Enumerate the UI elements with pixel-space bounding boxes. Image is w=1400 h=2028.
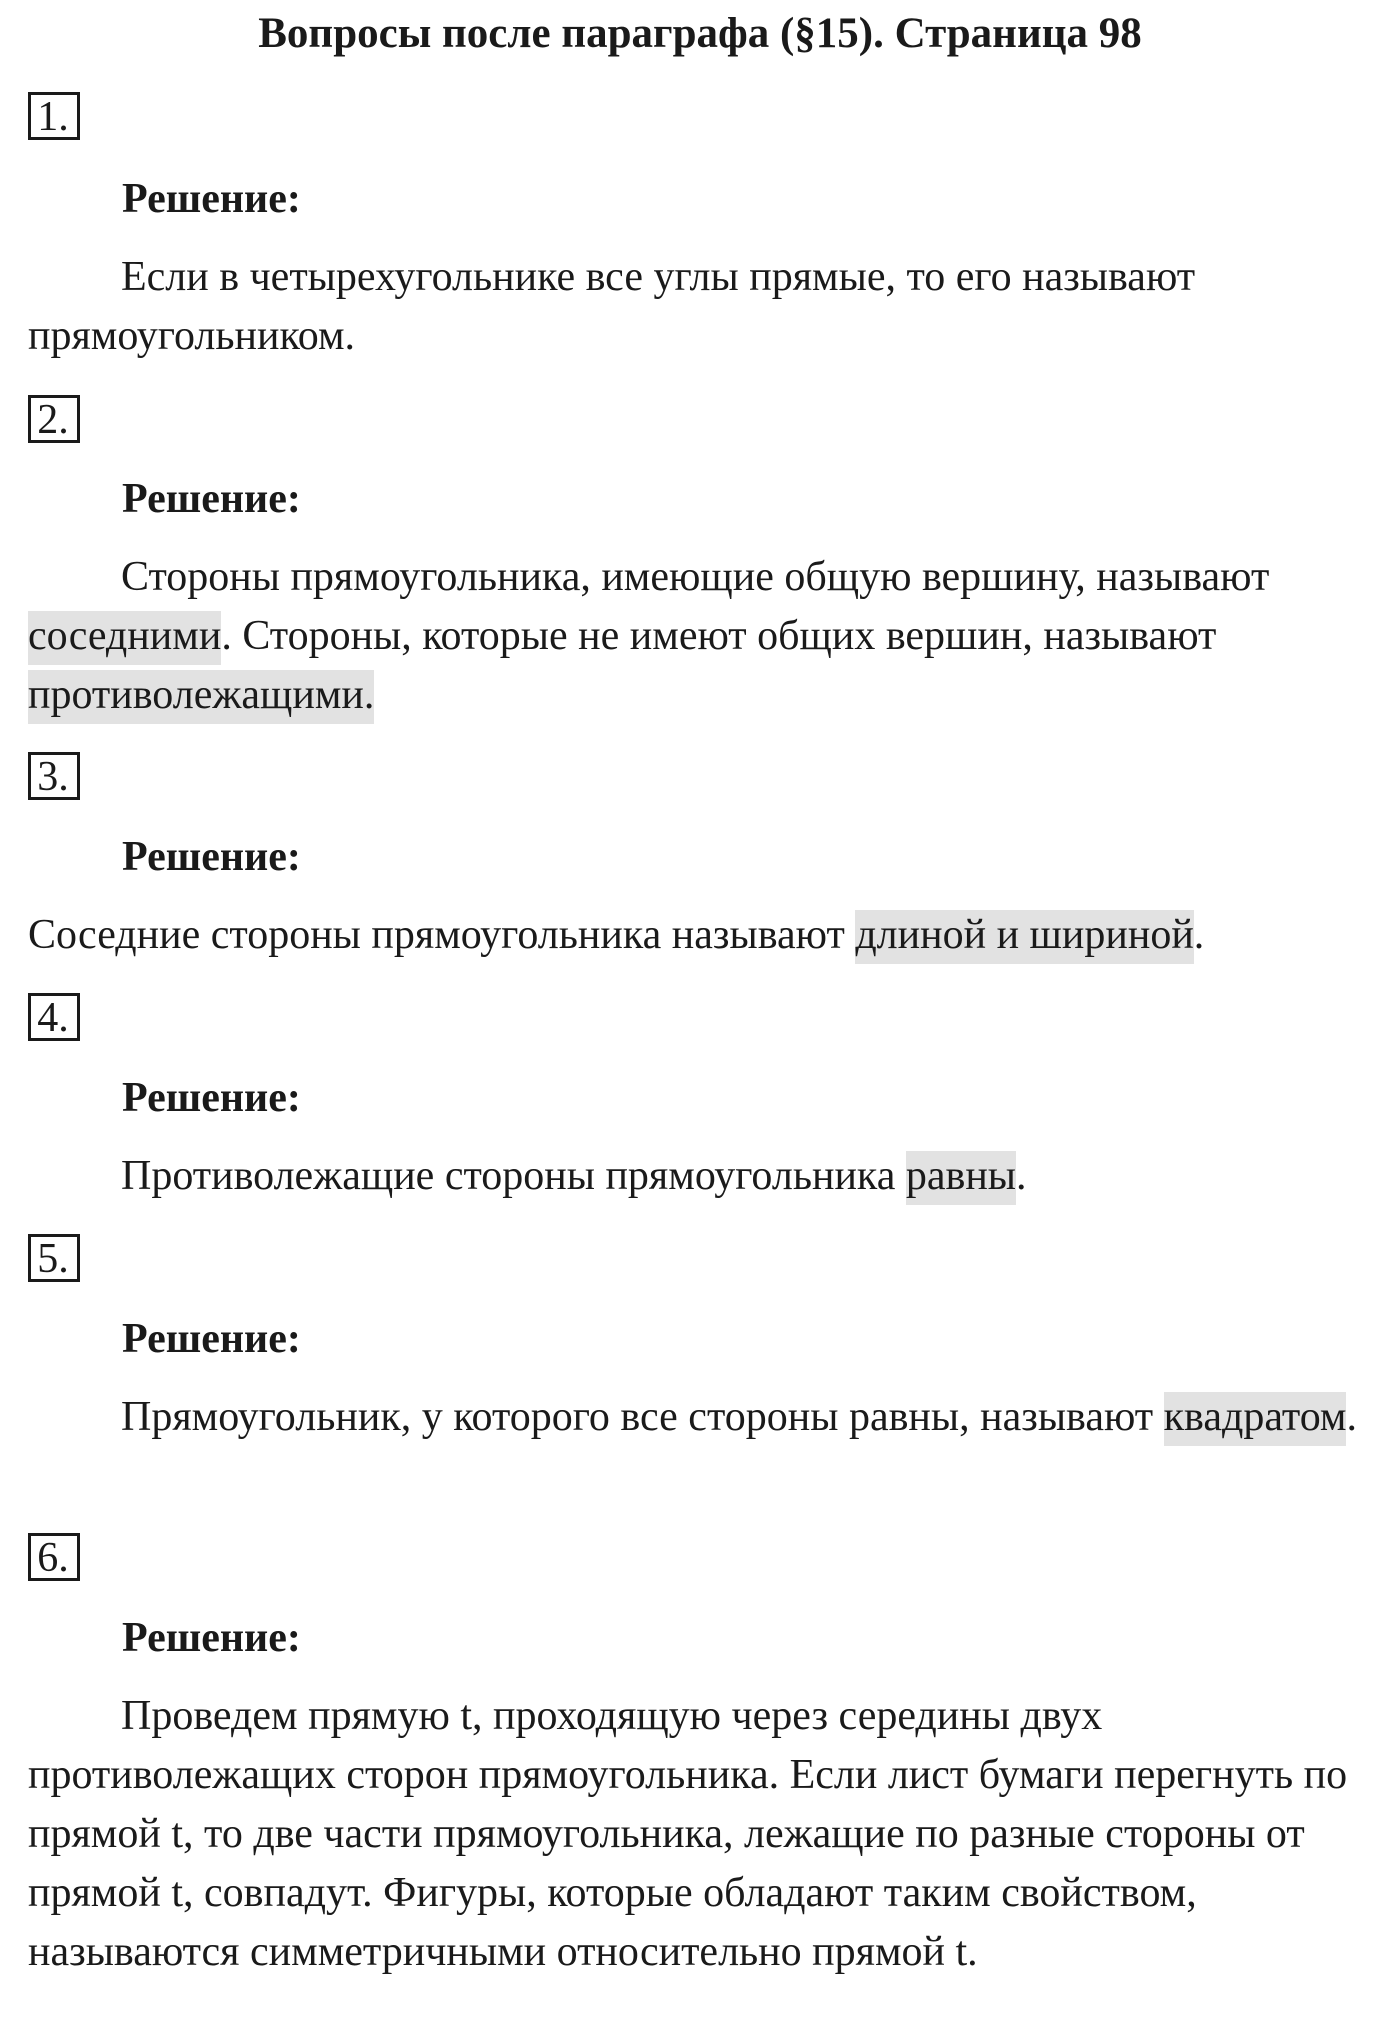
answer-3	[28, 906, 1380, 965]
answer-4	[28, 1147, 1380, 1206]
answer-5-text-b: .	[1346, 1394, 1357, 1440]
answer-4-text-b: .	[1016, 1153, 1027, 1199]
answer-2-highlight-opposite: противолежащими.	[28, 670, 374, 724]
question-number-6: 6.	[28, 1533, 80, 1581]
answer-3-highlight-length-width: длиной и шириной	[855, 910, 1193, 964]
answer-4-highlight-equal: равны	[906, 1151, 1016, 1205]
question-number-1: 1.	[28, 92, 80, 140]
answer-3-text-b: .	[1193, 912, 1205, 958]
solution-label-4: Решение:	[122, 1075, 301, 1121]
solution-label-5: Решение:	[122, 1316, 301, 1362]
answer-1-text: Если в четырехугольнике все углы прямые, то его называют прямоугольником.	[28, 254, 1196, 359]
answer-6	[28, 1687, 1383, 1982]
answer-4-text-a: Противолежащие стороны прямоугольника	[121, 1153, 906, 1199]
answer-2-text-b: . Стороны, которые не имеют общих вершин, называют	[221, 613, 1217, 659]
page-title: Вопросы после параграфа (§15). Страница 98	[258, 10, 1142, 57]
question-number-4: 4.	[28, 993, 80, 1041]
question-number-3: 3.	[28, 752, 80, 800]
answer-5	[28, 1388, 1380, 1447]
answer-2	[28, 548, 1380, 725]
question-number-5: 5.	[28, 1234, 80, 1282]
solution-label-1: Решение:	[122, 176, 301, 222]
solution-label-2: Решение:	[122, 476, 301, 522]
solution-label-3: Решение:	[122, 834, 301, 880]
answer-2-highlight-adjacent: соседними	[28, 611, 221, 665]
answer-1	[28, 248, 1380, 366]
answer-5-text-a: Прямоугольник, у которого все стороны равны, называют	[121, 1394, 1164, 1440]
question-number-2: 2.	[28, 395, 80, 443]
solution-label-6: Решение:	[122, 1615, 301, 1661]
answer-3-text-a: Соседние стороны прямоугольника называют	[28, 912, 856, 958]
answer-5-highlight-square: квадратом	[1164, 1392, 1347, 1446]
answer-6-text: Проведем прямую t, проходящую через середины двух противолежащих сторон прямоугольника. Если лист бумаги перегнуть по прямой t, то две части прямоугольника, лежащие по разные стороны от прямой t, совпадут. Фигуры, которые обладают таким свойством, называются симметричными относительно прямой t.	[28, 1693, 1348, 1975]
answer-2-text-a: Стороны прямоугольника, имеющие общую вершину, называют	[121, 554, 1270, 600]
